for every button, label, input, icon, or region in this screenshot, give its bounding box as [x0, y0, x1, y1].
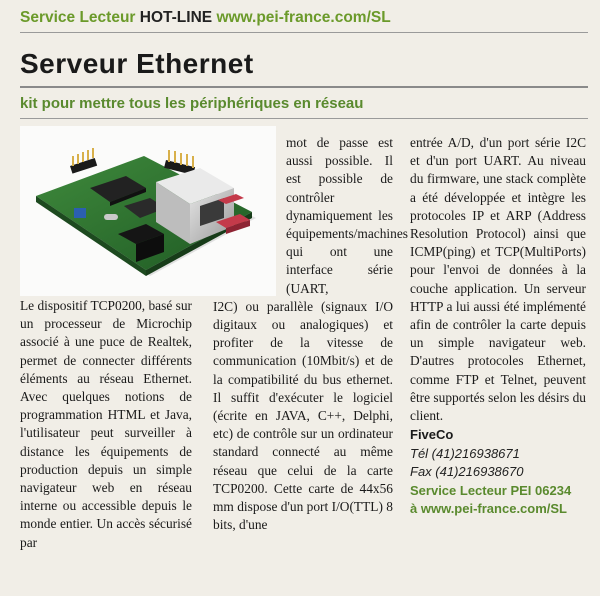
fax-number: Fax (41)216938670 — [410, 464, 524, 480]
hotline-url[interactable]: www.pei-france.com/SL — [216, 9, 391, 26]
reader-service-code: PEI 06234 — [510, 482, 572, 498]
subtitle-divider — [20, 118, 588, 119]
article-subtitle: kit pour mettre tous les périphériques en réseau — [20, 95, 364, 112]
top-divider — [20, 32, 588, 33]
reader-service — [410, 482, 586, 501]
title-divider — [20, 86, 588, 88]
article-column-2 — [213, 134, 408, 534]
body-text: mot de passe est aussi possible. Il est possible de contrôler dynamiquement les équipements/machines qui ont une interface série (UART, — [286, 135, 408, 296]
hotline-prefix: Service Lecteur — [20, 9, 136, 26]
company-name: FiveCo — [410, 427, 454, 443]
reader-service-label: Service Lecteur — [410, 482, 507, 498]
article-title: Serveur Ethernet — [20, 48, 254, 79]
body-text: entrée A/D, d'un port série I2C et d'un port UART. Au niveau du firmware, une stack complète a été développée et intègre les protocoles IP et ARP (Address Resolution Protocol) ainsi que ICMP(ping) et TCP(MultiPorts) pour l'envoi de données à la couche application. Un serveur HTTP a lui aussi été implémenté afin de contrôler la carte depuis un simple navigateur web. D'autres protocoles Ethernet, comme FTP et Telnet, peuvent être supportés selon les désirs du client. — [410, 135, 586, 424]
article-column-1 — [20, 297, 192, 552]
hotline-banner — [20, 9, 391, 27]
reader-service-url[interactable]: à www.pei-france.com/SL — [410, 501, 568, 517]
hotline-label: HOT-LINE — [139, 9, 213, 26]
body-text: Le dispositif TCP0200, basé sur un processeur de Microchip associé à une puce de Realtek, permet de connecter différents éléments au réseau Ethernet. Avec quelques notions de programmation HTML et Java, l'utilisateur peut surveiller à distance les équipements de production depuis un simple navigateur web en réseau interne ou accessible depuis le monde entier. Un accès sécurisé par — [20, 298, 192, 550]
article-column-3 — [410, 134, 586, 519]
phone-number: Tél (41)216938671 — [410, 445, 520, 461]
body-text: I2C) ou parallèle (signaux I/O digitaux ou analogiques) et profiter de la vitesse de communication (10Mbit/s) et de la compatibilité du bus ethernet. Il suffit d'exécuter le logiciel (écrite en JAVA, C++, Delphi, etc) de contrôle sur un ordinateur standard connecté au même réseau que celui de la carte TCP0200. Cette carte de 44x56 mm dispose d'un port I/O(TTL) 8 bits, d'une — [213, 298, 393, 533]
